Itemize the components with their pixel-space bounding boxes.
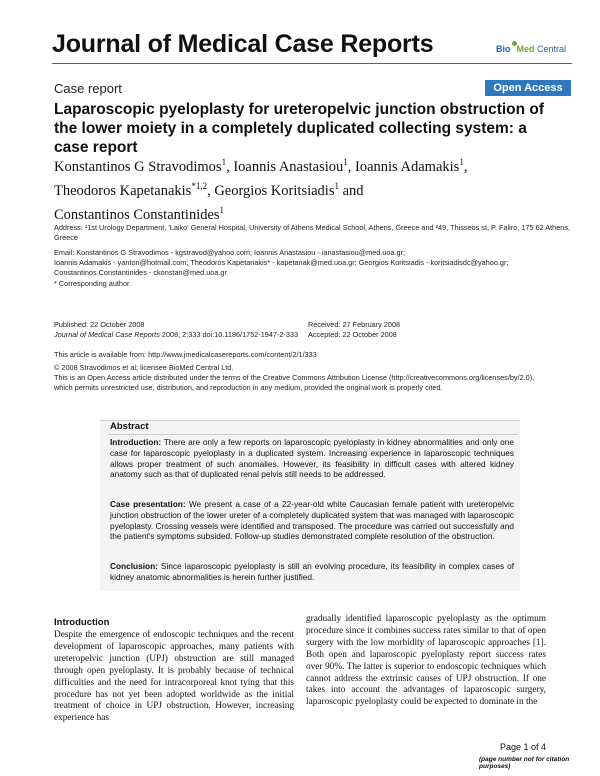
abstract-case-presentation [110,499,514,542]
author-separator: , [226,158,234,175]
open-access-badge: Open Access [485,80,571,96]
author-name: Ioannis Adamakis [355,158,460,175]
abstract-conclusion [110,561,514,583]
author-separator: , [347,158,356,175]
published-date: Published: 22 October 2008 [54,320,145,329]
logo-central-text: Central [537,44,567,54]
author-emails [54,248,574,278]
author-address: Address: ¹1st Urology Department, 'Laiko' General Hospital, University of Athens Medical School, Athens, Greece and ²49, Thisseos st, P. Faliro, 175 62 Athens, Greece [54,223,570,242]
author-list [54,153,574,224]
article-title: Laparoscopic pyeloplasty for ureteropelvic junction obstruction of the lower moiety in a completely duplicated collecting system: a case report [54,101,545,156]
logo-bio-text: Bio [496,44,511,54]
license-line: which permits unrestricted use, distribution, and reproduction in any medium, provided the original work is properly cited. [54,383,443,392]
email-line: Constantinos Constantinides - ckonstan@med.uoa.gr [54,268,227,277]
author-affiliation-mark: 1 [221,157,227,167]
journal-title: Journal of Medical Case Reports [52,30,434,58]
abstract-conclusion-label: Conclusion: [110,561,158,571]
author-affiliation-mark: *1,2 [191,180,208,191]
author-separator: , [463,158,468,175]
submission-dates [308,320,548,340]
license-line[interactable]: This is an Open Access article distributed under the terms of the Creative Commons Attribution License (http://creativecommons.org/licenses/by/2.0), [54,373,535,382]
email-line: Email: Konstantinos G Stravodimos - kgstravod@yahoo.com; Ioannis Anastasiou - ianastasiou@med.uoa.gr; [54,248,406,257]
email-line: Ioannis Adamakis - yanton@hotmail.com; Theodoros Kapetanakis* - kapetanak@med.uoa.gr; Georgios Koritsiadis - koritsiadisdc@yahoo.gr; [54,258,509,267]
article-url-note[interactable]: This article is available from: http://www.jmedicalcasereports.com/content/2/1/333 [54,350,317,359]
page-number: Page 1 of 4 [500,742,547,752]
author-affiliation-mark: 1 [459,157,464,167]
accepted-date: Accepted: 22 October 2008 [308,330,397,339]
publication-info [54,320,334,340]
author-separator: and [338,182,364,199]
citation-journal: Journal of Medical Case Reports [54,330,160,339]
biomed-central-logo[interactable] [496,41,566,54]
author-separator: , [207,182,215,199]
abstract-case-label: Case presentation: [110,499,186,509]
author-affiliation-mark: 1 [334,180,339,191]
citation-details: 2008, 2:333 doi:10.1186/1752-1947-2-333 [159,330,299,339]
citation [54,330,334,340]
logo-med-text: Med [516,44,535,54]
received-date: Received: 27 February 2008 [308,320,401,329]
abstract-introduction [110,437,514,480]
article-type: Case report [54,81,122,96]
author-name: Theodoros Kapetanakis [54,182,192,199]
abstract-heading: Abstract [110,421,149,432]
author-name: Ioannis Anastasiou [233,158,344,175]
introduction-heading: Introduction [54,617,110,628]
page-number-note: (page number not for citation purposes) [479,756,570,770]
abstract-conclusion-text: Since laparoscopic pyeloplasty is still an evolving procedure, its feasibility in complex cases of kidney anatomic abnormalities is herein further justified. [110,561,514,582]
abstract-divider [108,434,518,435]
abstract-case-text: We present a case of a 22-year-old white Caucasian female patient with ureteropelvic junction obstruction of the lower ureter of a completely duplicated system that was managed with laparoscopic pyeloplasty. Crossing vessels were identified and transposed. The procedure was carried out successfully and the patient's symptoms subsided. Follow-up studies demonstrated complete resolution of the obstruction. [110,499,515,542]
author-affiliation-mark: 1 [343,157,348,167]
author-name: Konstantinos G Stravodimos [54,158,222,175]
author-name: Constantinos Constantinides [54,206,220,223]
header-divider [52,63,572,64]
introduction-left-column: Despite the emergence of endoscopic techniques and the recent development of laparoscopic approaches, many patients with ureteropelvic junction (UPJ) obstruction are still managed through open pyeloplasty. It is probably because of technical difficulties and the need for intracorporeal knot tying that this procedure has not yet been adopted worldwide as the initial treatment of choice in UPJ obstruction. However, increasing experience has [54,630,294,724]
abstract-introduction-text: There are only a few reports on laparoscopic pyeloplasty in kidney abnormalities and only one case for laparoscopic pyeloplasty in a duplicated system. Increasing experience in laparoscopic techniques allows proper treatment of such anomalies. However, its feasibility in difficult cases with altered kidney anatomy such as that of duplicated renal pelvis still needs to be addressed. [110,437,514,480]
author-affiliation-mark: 1 [219,204,225,215]
corresponding-author-note: * Corresponding author [54,279,130,288]
author-name: Georgios Koritsiadis [214,182,335,199]
abstract-introduction-label: Introduction: [110,437,162,447]
introduction-right-column: gradually identified laparoscopic pyeloplasty as the optimum procedure since it combines success rates similar to that of open surgery with the low morbidity of laparoscopic approaches [1]. Both open and laparoscopic pyeloplasty report success rates over 90%. The latter is superior to endoscopic techniques which cannot address the extrinsic causes of UPJ obstruction. If one takes into account the advantages of laparoscopic surgery, laparoscopic pyeloplasty could be expected to dominate in the [306,614,546,708]
copyright-line: © 2008 Stravodimos et al; licensee BioMed Central Ltd. [54,363,234,372]
copyright-notice [54,363,574,393]
